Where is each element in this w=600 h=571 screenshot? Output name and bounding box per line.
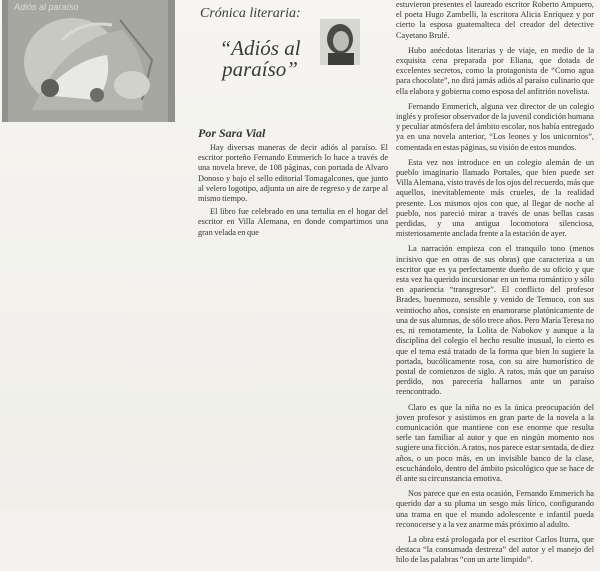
paragraph: Claro es que la niña no es la única preocupación del joven profesor y asistimos en gran parte de la novela a la comunicación que mantiene con ese enorme que resulta serle tan familiar al autor y que en ningún momento nos sugiere una ficción. A ratos, nos parece estar sentada, de diez años, o un poco más, en un invisible banco de la clase, escuchándolo, dentro del ámbito psicológico que se hace de él ante su circunstancia emotiva. <box>396 402 594 483</box>
paragraph: La narración empieza con el tranquilo tono (menos incisivo que en otras de sus obras) que caracteriza a un escritor que es ya perfectamente dueño de su oficio y que esta vez ha querido incursionar en un tema romántico y sólo en apariencia “transgresor”. El conflicto del profesor Brades, buenmozo, sensible y venido de Temuco, con sus veintiocho años, consiste en enamorarse platónicamente de una de sus alumnas, de sólo trece años. Pero María Teresa no es, ni remotamente, la Lolita de Nabokov y aunque a la disciplina del colegio el hecho resulte inusual, lo cierto es que el tema está tratado de la forma que bien lo sugiere la portada, bucólicamente rosa, con su aire humorístico de postal de comienzos de siglo. A ratos, más que un paraíso perdido, nos parecería hallarnos ante un paraíso reencontrado. <box>396 244 594 397</box>
paragraph: estuvieron presentes el laureado escritor Roberto Ampuero, el poeta Hugo Zambelli, la escritora Alicia Enríquez y por cierto la esposa guatemalteca del creador del detective Cayetano Brulé. <box>396 0 594 40</box>
paragraph: Hay diversas maneras de decir adiós al paraíso. El escritor porteño Fernando Emmerich lo hace a través de una novela breve, de 108 páginas, con portada de Alvaro Donoso y bajo el sello editorial Tomagalcones, que junto al velero logotipo, adjunta un aire de regreso y de zarpe al mismo tiempo. <box>198 143 388 204</box>
section-title: Crónica literaria: <box>200 6 301 21</box>
paragraph: Hubo anécdotas literarias y de viaje, en medio de la exquisita cena preparada por Eliana, que dotada de excelentes secretos, como la protagonista de “Como agua para chocolate”, no dirá jamás adiós al paraíso culinario que ella elabora y gobierna como esposa del anfitrión novelista. <box>396 45 594 96</box>
paragraph: El libro fue celebrado en una tertulia en el hogar del escritor en Villa Alemana, en donde compartimos una gran velada en que <box>198 207 388 237</box>
paragraph: Esta vez nos introduce en un colegio alemán de un pueblo imaginario llamado Portales, que bien puede ser Villa Alemana, visto través de los ojos del recuerdo, más que aquellos, inevitablemente más crueles, de la realidad presente. Los mismos ojos con que, al llegar de noche al pueblo, nos pareció mirar a través de unas bellas casas perdidas, y una antigua locomotora silenciosa, misteriosamente anclada frente a la estación de ayer. <box>396 157 594 239</box>
book-cover-illustration <box>2 0 175 122</box>
portrait-illustration <box>320 19 360 65</box>
cover-title: Adiós al paraíso <box>14 2 79 12</box>
article-column-right <box>396 0 594 571</box>
byline: Por Sara Vial <box>198 126 266 140</box>
paragraph: Nos parece que en esta ocasión, Fernando Emmerich ha querido dar a su pluma un sesgo más lírico, configurando una trama en que el mundo adolescente e infantil pueda reconocerse y a la vez anarme más próximo al adulto. <box>396 489 594 529</box>
paragraph: Fernando Emmerich, alguna vez director de un colegio inglés y profesor observador de la juvenil condición humana y peculiar atmósfera del ámbito escolar, nos había entregado ya en una novela anterior, “Los leones y los unicornios”, comentada en estas páginas, su visión de estos mundos. <box>396 101 594 152</box>
paragraph: La obra está prologada por el escritor Carlos Iturra, que destaca “la consumada destreza” del autor y el manejo del hilo de las palabras “con un arte limpido”. <box>396 534 594 565</box>
author-portrait <box>320 19 360 65</box>
book-cover-image <box>2 0 175 122</box>
headline: “Adiós al paraíso” <box>219 36 301 81</box>
article-column-middle <box>198 143 388 241</box>
